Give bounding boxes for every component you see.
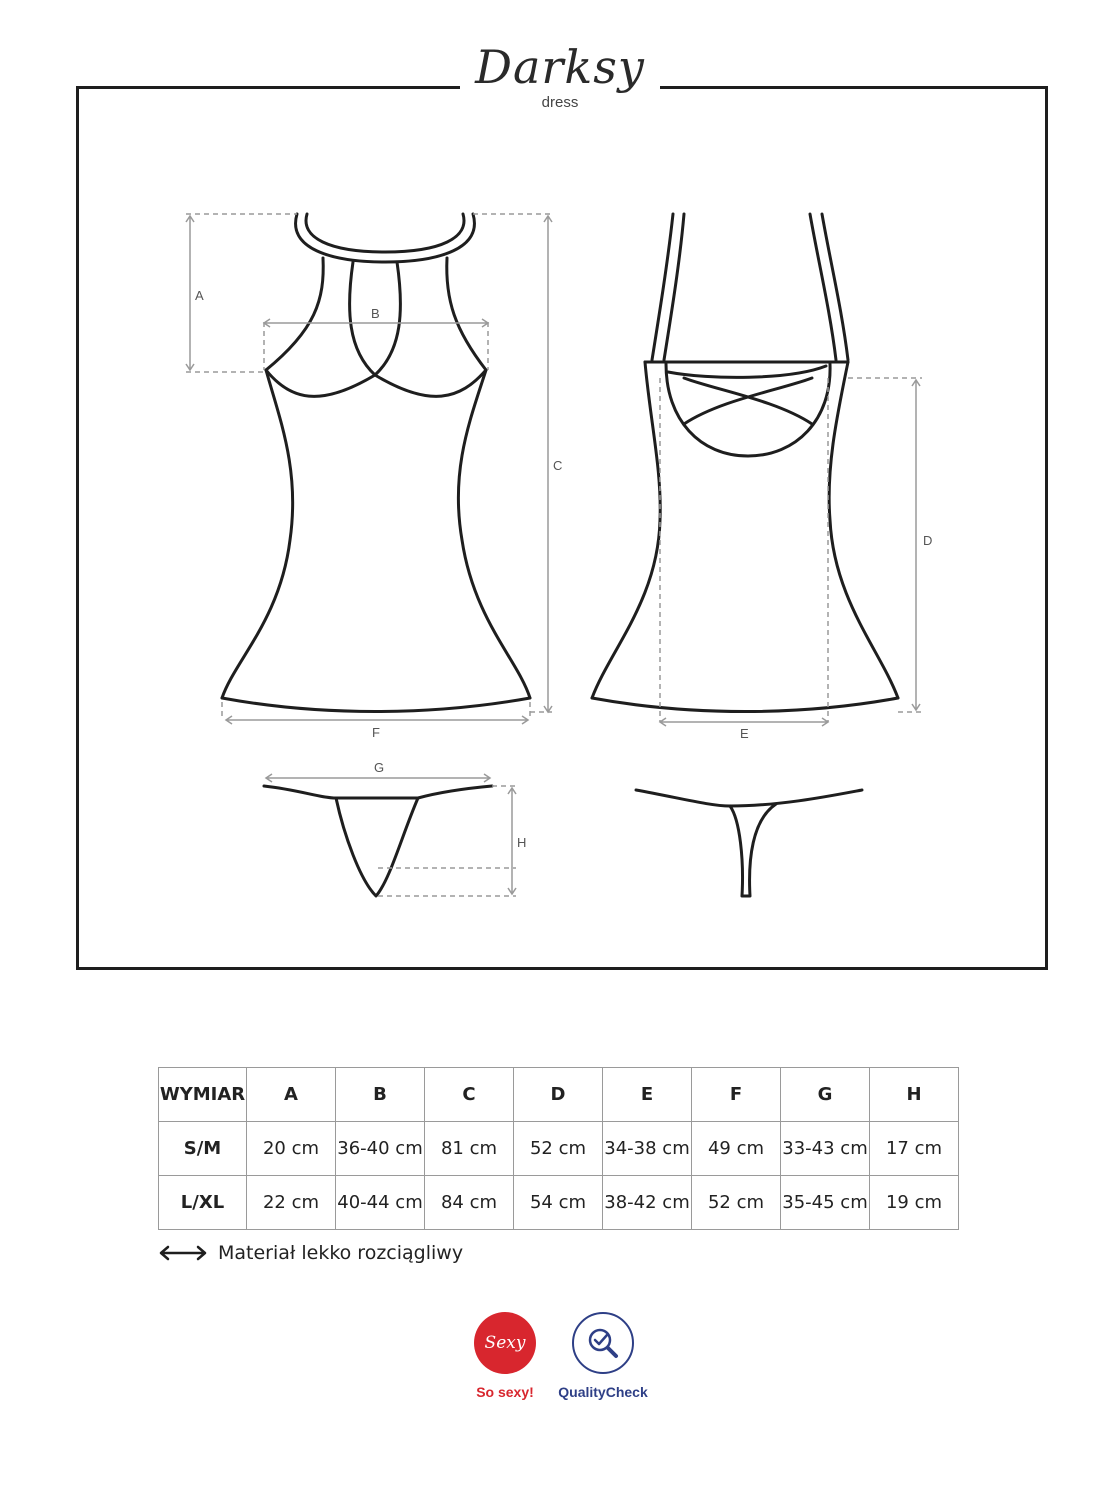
table-cell: 40-44 cm <box>336 1176 425 1230</box>
dimension-labels <box>195 288 932 850</box>
thong-back-outline <box>636 790 862 896</box>
table-header-cell: G <box>781 1068 870 1122</box>
table-header-row <box>159 1068 959 1122</box>
table-cell: 22 cm <box>247 1176 336 1230</box>
size-label-cell: L/XL <box>159 1176 247 1230</box>
table-header-cell: F <box>692 1068 781 1122</box>
stretch-legend <box>158 1242 463 1264</box>
table-header-cell: E <box>603 1068 692 1122</box>
size-table <box>158 1067 959 1230</box>
table-cell: 81 cm <box>425 1122 514 1176</box>
table-cell: 84 cm <box>425 1176 514 1230</box>
double-arrow-icon <box>158 1245 208 1261</box>
thong-front-outline <box>264 786 492 896</box>
brand-subtitle: dress <box>541 94 579 111</box>
table-cell: 34-38 cm <box>603 1122 692 1176</box>
table-row <box>159 1122 959 1176</box>
table-header-cell: A <box>247 1068 336 1122</box>
legend-text: Materiał lekko rozciągliwy <box>218 1242 464 1264</box>
table-header-cell: H <box>870 1068 959 1122</box>
size-label-cell: S/M <box>159 1122 247 1176</box>
brand-title: Darksy <box>475 40 645 94</box>
table-cell: 52 cm <box>514 1122 603 1176</box>
table-cell: 49 cm <box>692 1122 781 1176</box>
dim-label-c: C <box>553 458 563 473</box>
table-cell: 17 cm <box>870 1122 959 1176</box>
table-header-cell: D <box>514 1068 603 1122</box>
dim-label-g: G <box>374 760 385 775</box>
so-sexy-caption: So sexy! <box>476 1384 534 1400</box>
table-cell: 35-45 cm <box>781 1176 870 1230</box>
magnifier-check-icon <box>572 1312 634 1374</box>
dim-label-a: A <box>195 288 204 303</box>
table-cell: 33-43 cm <box>781 1122 870 1176</box>
table-cell: 36-40 cm <box>336 1122 425 1176</box>
table-header-cell: B <box>336 1068 425 1122</box>
table-header-cell: C <box>425 1068 514 1122</box>
table-cell: 19 cm <box>870 1176 959 1230</box>
dim-label-f: F <box>372 725 380 740</box>
table-cell: 54 cm <box>514 1176 603 1230</box>
dress-front-outline <box>222 214 530 712</box>
table-header-cell: WYMIAR <box>159 1068 247 1122</box>
dim-label-h: H <box>517 835 527 850</box>
dress-back-outline <box>592 214 898 712</box>
dim-label-b: B <box>371 306 380 321</box>
quality-check-badge <box>553 1312 653 1400</box>
table-row <box>159 1176 959 1230</box>
sexy-circle-icon: Sexy <box>474 1312 536 1374</box>
quality-check-caption: QualityCheck <box>558 1384 648 1400</box>
table-cell: 38-42 cm <box>603 1176 692 1230</box>
so-sexy-badge <box>470 1312 540 1400</box>
dim-label-e: E <box>740 726 749 741</box>
dim-label-d: D <box>923 533 933 548</box>
table-cell: 20 cm <box>247 1122 336 1176</box>
table-cell: 52 cm <box>692 1176 781 1230</box>
